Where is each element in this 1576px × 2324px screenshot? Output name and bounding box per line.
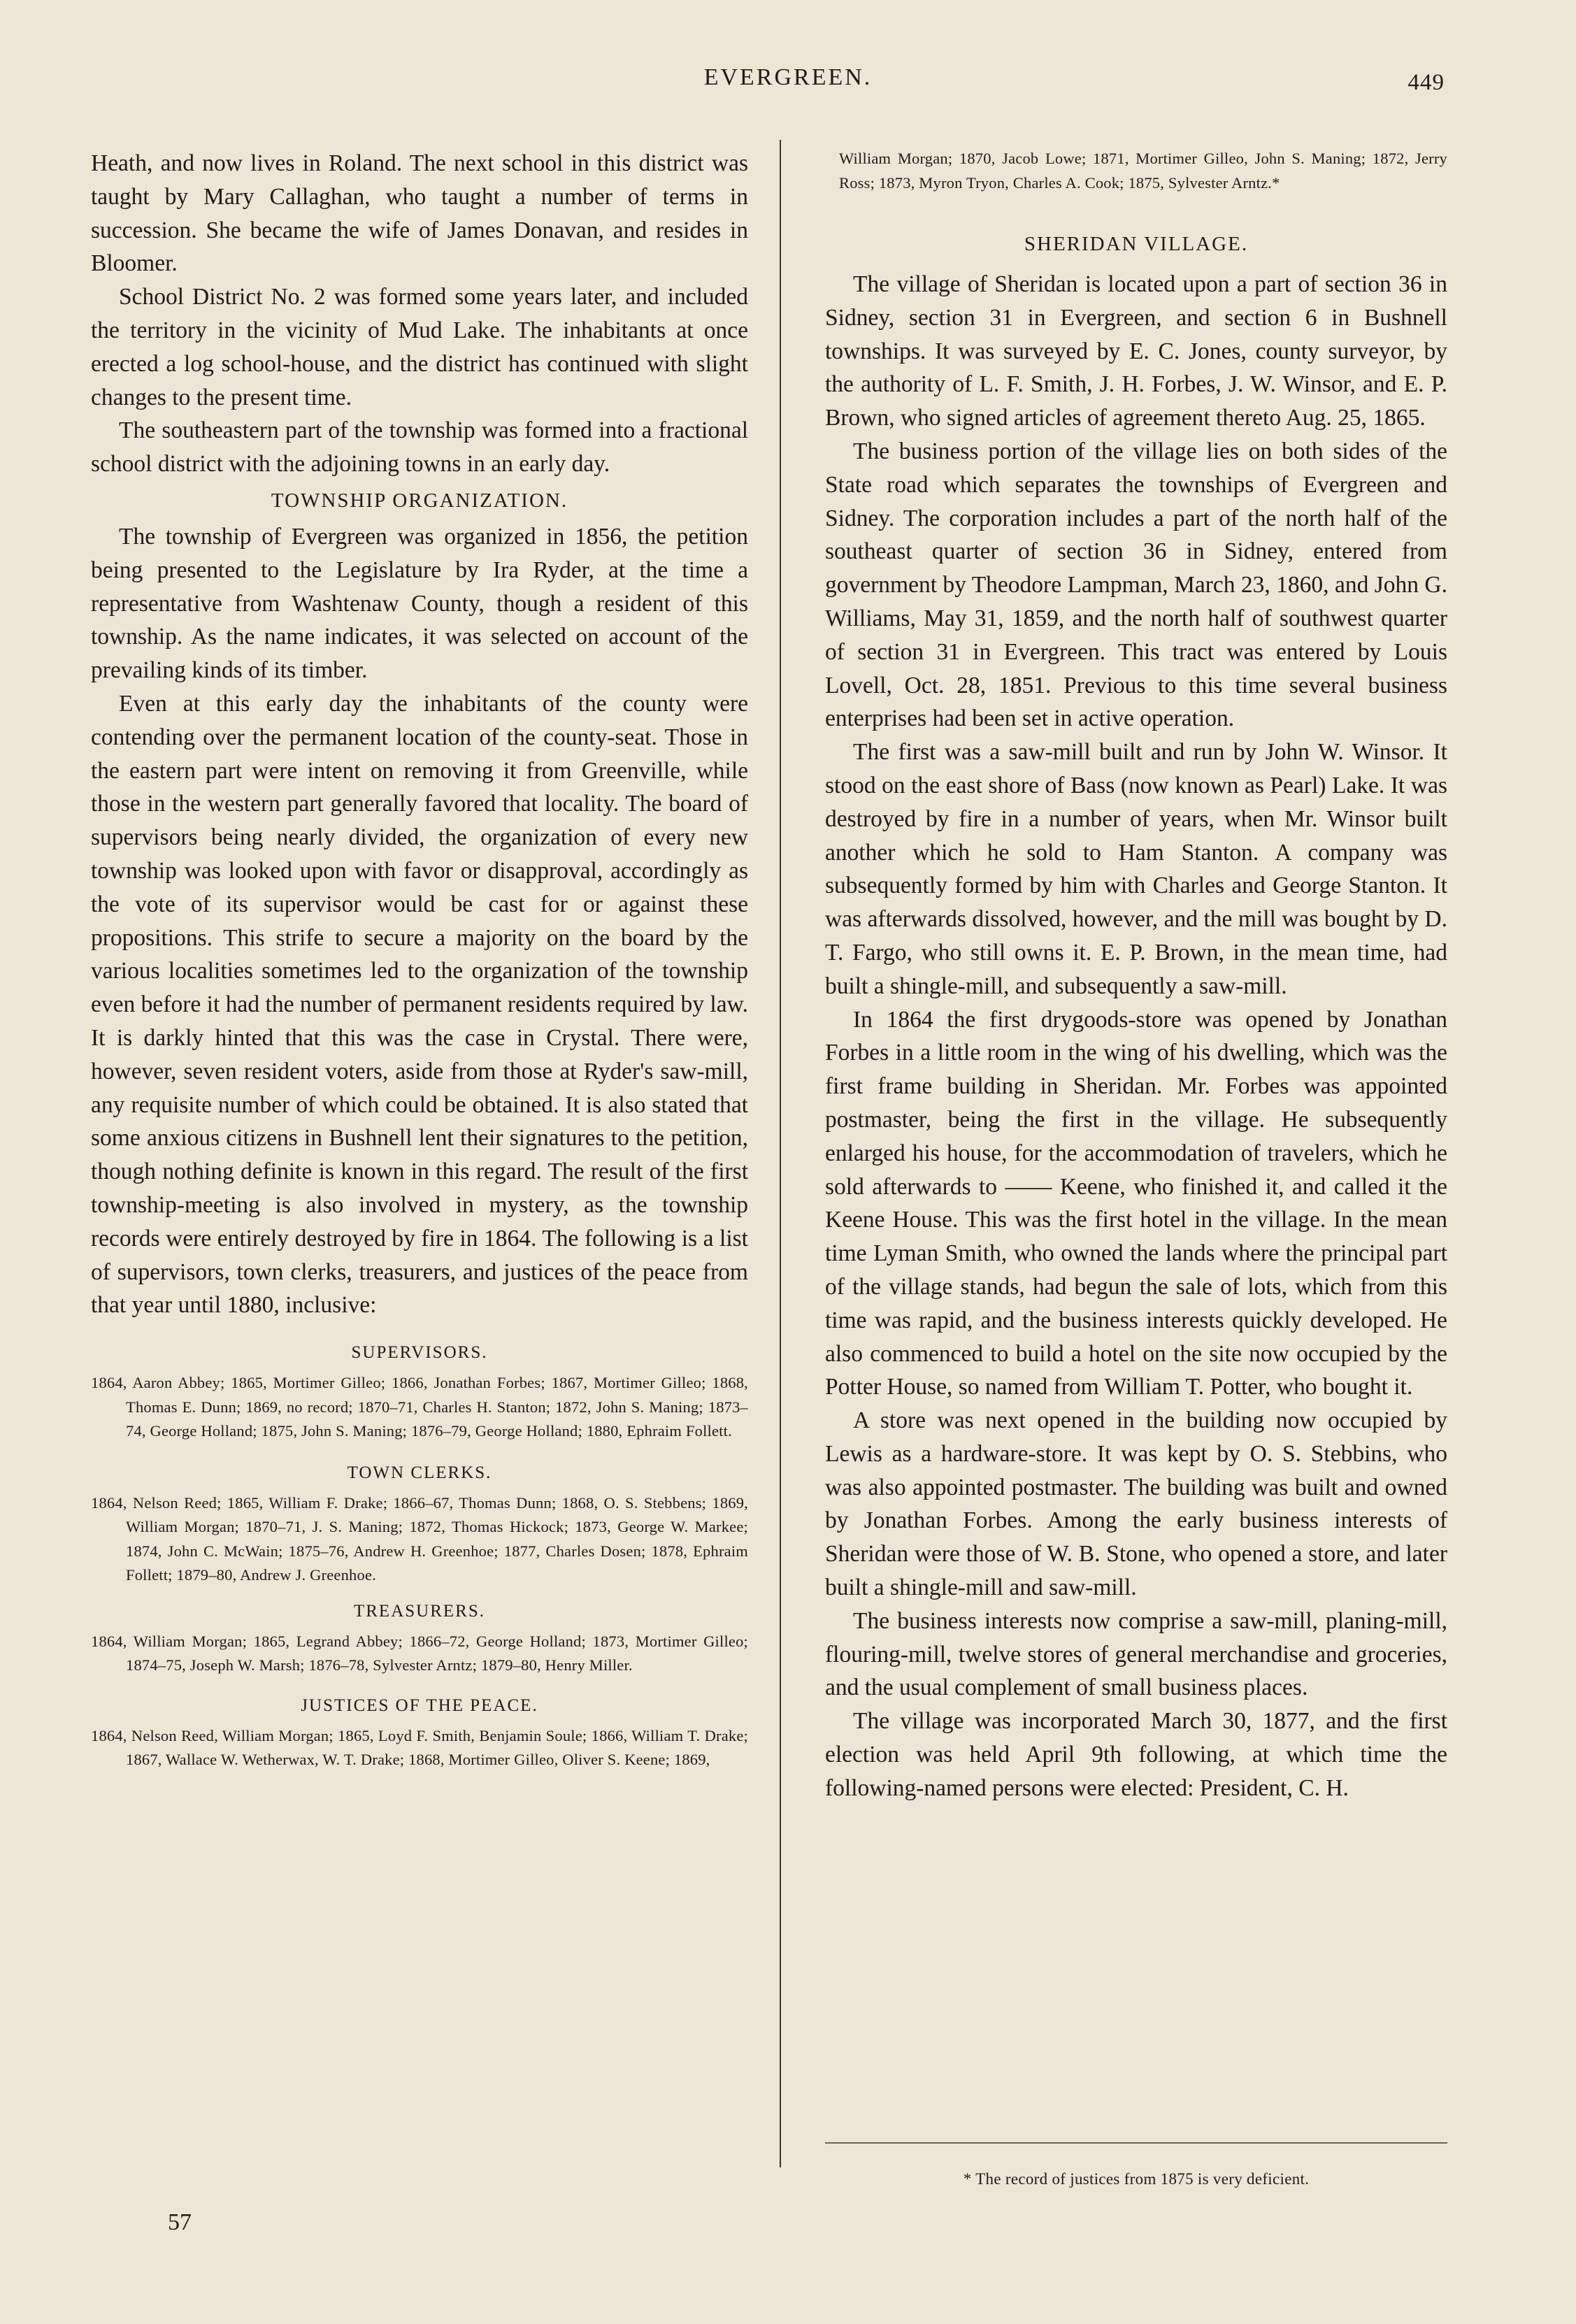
paragraph: In 1864 the first drygoods-store was opened by Jonathan Forbes in a little room in the wing of his dwelling, which was the first frame building in Sheridan. Mr. Forbes was appointed postmaster, being the first in the village. He subsequently enlarged his house, for the accommodation of travelers, which he sold afterwards to —— Keene, who finished it, and called it the Keene House. This was the first hotel in the village. In the mean time Lyman Smith, who owned the lands where the principal part of the village stands, had begun the sale of lots, which from this time was rapid, and the business interests quickly developed. He also commenced to build a hotel on the site now occupied by the Potter House, so named from William T. Potter, who bought it.	[825, 1006, 1447, 1400]
footnote-rule	[825, 2142, 1447, 2144]
paragraph: The township of Evergreen was organized in 1856, the petition being presented to the Legislature by Ira Ryder, at the time a representative from Washtenaw County, though a resident of this township. As the name indicates, it was selected on account of the prevailing kinds of its timber.	[91, 523, 748, 684]
section-heading: TOWNSHIP ORGANIZATION.	[271, 489, 568, 512]
paragraph: A store was next opened in the building now occupied by Lewis as a hardware-store. It was kept by O. S. Stebbins, who was also appointed postmaster. The building was built and owned by Jonathan Forbes. Among the early business interests of Sheridan were those of W. B. Stone, who opened a store, and later built a shingle-mill and saw-mill.	[825, 1407, 1447, 1601]
treasurers-list: 1864, William Morgan; 1865, Legrand Abbey; 1866–72, George Holland; 1873, Mortimer Gilleo; 1874–75, Joseph W. Marsh; 1876–78, Sylvester Arntz; 1879–80, Henry Miller.	[91, 1632, 748, 1674]
column-divider	[780, 140, 781, 2167]
paragraph: The village of Sheridan is located upon a part of section 36 in Sidney, section 31 in Evergreen, and section 6 in Bushnell townships. It was surveyed by E. C. Jones, county surveyor, by the authority of L. F. Smith, J. H. Forbes, J. W. Winsor, and E. P. Brown, who signed articles of agreement thereto Aug. 25, 1865.	[825, 271, 1447, 431]
left-column	[91, 147, 748, 1772]
paragraph: The business interests now comprise a saw-mill, planing-mill, flouring-mill, twelve stores of general merchandise and groceries, and the usual complement of small business places.	[825, 1607, 1447, 1701]
section-heading: SHERIDAN VILLAGE.	[1024, 233, 1249, 255]
paragraph: Even at this early day the inhabitants of the county were contending over the permanent location of the county-seat. Those in the eastern part were intent on removing it from Greenville, while those in the western part generally favored that locality. The board of supervisors being nearly divided, the organization of every new township was looked upon with favor or disapproval, accordingly as the vote of its supervisor would be cast for or against these propositions. This strife to secure a majority on the board by the various localities sometimes led to the organization of the township even before it had the number of permanent residents required by law. It is darkly hinted that this was the case in Crystal. There were, however, seven resident voters, aside from those at Ryder's saw-mill, any requisite number of which could be obtained. It is also stated that some anxious citizens in Bushnell lent their signatures to the petition, though nothing definite is known in this regard. The result of the first township-meeting is also involved in mystery, as the township records were entirely destroyed by fire in 1864. The following is a list of supervisors, town clerks, treasurers, and justices of the peace from that year until 1880, inclusive:	[91, 690, 748, 1319]
justices-list-continued: William Morgan; 1870, Jacob Lowe; 1871, Mortimer Gilleo, John S. Maning; 1872, Jerry Ross; 1873, Myron Tryon, Charles A. Cook; 1875, Sylvester Arntz.*	[839, 150, 1447, 192]
list-heading: SUPERVISORS.	[351, 1343, 488, 1363]
list-heading: JUSTICES OF THE PEACE.	[301, 1695, 538, 1715]
clerks-list: 1864, Nelson Reed; 1865, William F. Drake; 1866–67, Thomas Dunn; 1868, O. S. Stebbens; 1869, William Morgan; 1870–71, J. S. Maning; 1872, Thomas Hickock; 1873, George W. Markee; 1874, John C. McWain; 1875–76, Andrew H. Greenhoe; 1877, Charles Dosen; 1878, Ephraim Follett; 1879–80, Andrew J. Greenhoe.	[91, 1493, 748, 1584]
paragraph: Heath, and now lives in Roland. The next school in this district was taught by Mary Callaghan, who taught a number of terms in succession. She became the wife of James Donavan, and resides in Bloomer.	[91, 150, 748, 277]
right-column	[825, 147, 1447, 1805]
paragraph: School District No. 2 was formed some years later, and included the territory in the vicinity of Mud Lake. The inhabitants at once erected a log school-house, and the district has continued with slight changes to the present time.	[91, 284, 748, 410]
supervisors-list: 1864, Aaron Abbey; 1865, Mortimer Gilleo; 1866, Jonathan Forbes; 1867, Mortimer Gilleo; 1868, Thomas E. Dunn; 1869, no record; 1870–71, Charles H. Stanton; 1872, John S. Maning; 1873–74, George Holland; 1875, John S. Maning; 1876–79, George Holland; 1880, Ephraim Follett.	[91, 1374, 748, 1440]
justices-list: 1864, Nelson Reed, William Morgan; 1865, Loyd F. Smith, Benjamin Soule; 1866, William T. Drake; 1867, Wallace W. Wetherwax, W. T. Drake; 1868, Mortimer Gilleo, Oliver S. Keene; 1869,	[91, 1726, 748, 1769]
paragraph: The business portion of the village lies on both sides of the State road which separates the townships of Evergreen and Sidney. The corporation includes a part of the north half of the southeast quarter of section 36 in Sidney, entered from government by Theodore Lampman, March 23, 1860, and John G. Williams, May 31, 1859, and the north half of southwest quarter of section 31 in Evergreen. This tract was entered by Louis Lovell, Oct. 28, 1851. Previous to this time several business enterprises had been set in active operation.	[825, 438, 1447, 732]
running-title: EVERGREEN.	[703, 64, 873, 90]
list-heading: TREASURERS.	[353, 1601, 485, 1621]
page-number: 449	[1407, 70, 1445, 95]
paragraph: The southeastern part of the township was formed into a fractional school district with the adjoining towns in an early day.	[91, 417, 748, 478]
signature-mark: 57	[168, 2209, 192, 2235]
list-heading: TOWN CLERKS.	[347, 1463, 492, 1482]
paragraph: The village was incorporated March 30, 1877, and the first election was held April 9th following, at which time the following-named persons were elected: President, C. H.	[825, 1708, 1447, 1801]
paragraph: The first was a saw-mill built and run by John W. Winsor. It stood on the east shore of Bass (now known as Pearl) Lake. It was destroyed by fire in a number of years, when Mr. Winsor built another which he sold to Ham Stanton. A company was subsequently formed by him with Charles and George Stanton. It was afterwards dissolved, however, and the mill was bought by D. T. Fargo, who still owns it. E. P. Brown, in the mean time, had built a shingle-mill, and subsequently a saw-mill.	[825, 739, 1447, 999]
footnote: * The record of justices from 1875 is very deficient.	[963, 2170, 1310, 2188]
